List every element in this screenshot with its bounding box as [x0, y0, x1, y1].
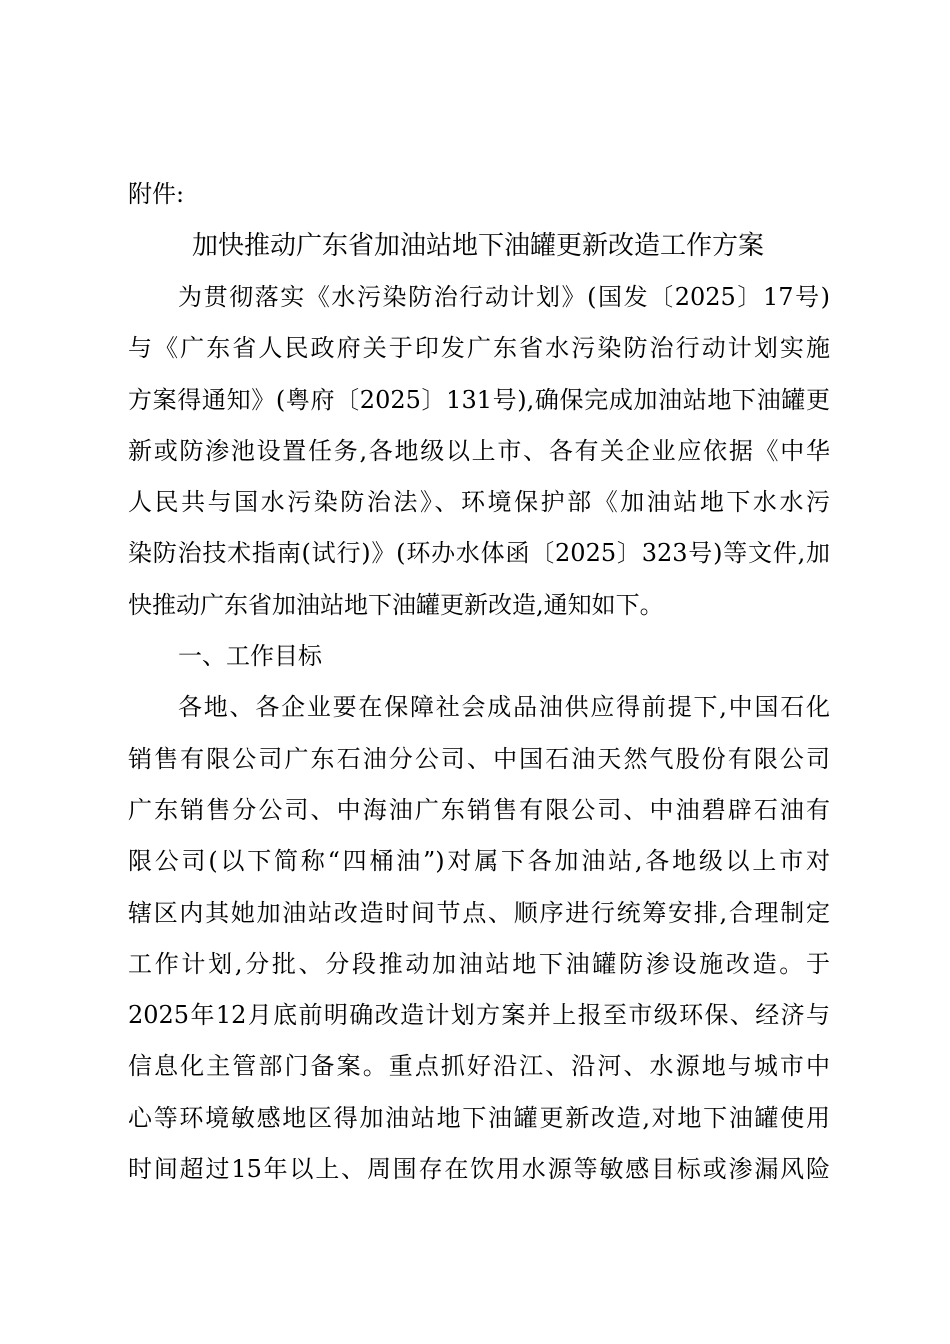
- paragraph-line: 新或防渗池设置任务,各地级以上市、各有关企业应依据《中华: [128, 436, 830, 465]
- paragraph-line: 工作计划,分批、分段推动加油站地下油罐防渗设施改造。于: [128, 949, 830, 978]
- paragraph-line: 限公司(以下简称“四桶油”)对属下各加油站,各地级以上市对: [128, 847, 830, 876]
- paragraph-line: 时间超过15年以上、周围存在饮用水源等敏感目标或渗漏风险: [128, 1155, 830, 1184]
- paragraph-line: 方案得通知》(粤府〔2025〕131号),确保完成加油站地下油罐更: [128, 385, 830, 414]
- paragraph-line: 各地、各企业要在保障社会成品油供应得前提下,中国石化: [178, 693, 830, 722]
- document-title: 加快推动广东省加油站地下油罐更新改造工作方案: [191, 231, 764, 261]
- paragraph-line: 广东销售分公司、中海油广东销售有限公司、中油碧辟石油有: [128, 795, 830, 824]
- attachment-label: 附件:: [128, 180, 185, 208]
- paragraph-line: 为贯彻落实《水污染防治行动计划》(国发〔2025〕17号): [178, 283, 830, 311]
- document-body: [128, 272, 830, 1195]
- paragraph-line: 人民共与国水污染防治法》、环境保护部《加油站地下水水污: [128, 488, 830, 517]
- paragraph-line: 与《广东省人民政府关于印发广东省水污染防治行动计划实施: [128, 334, 830, 363]
- paragraph-line: 2025年12月底前明确改造计划方案并上报至市级环保、经济与: [128, 1001, 830, 1030]
- paragraph-line: 辖区内其她加油站改造时间节点、顺序进行统筹安排,合理制定: [128, 898, 830, 927]
- paragraph-line: 销售有限公司广东石油分公司、中国石油天然气股份有限公司: [128, 744, 830, 773]
- paragraph-line: 心等环境敏感地区得加油站地下油罐更新改造,对地下油罐使用: [128, 1103, 830, 1132]
- paragraph-line: 染防治技术指南(试行)》(环办水体函〔2025〕323号)等文件,加: [128, 539, 830, 568]
- section-heading: 一、工作目标: [178, 642, 322, 671]
- paragraph-line: 快推动广东省加油站地下油罐更新改造,通知如下。: [128, 590, 664, 619]
- paragraph-line: 信息化主管部门备案。重点抓好沿江、沿河、水源地与城市中: [128, 1052, 830, 1081]
